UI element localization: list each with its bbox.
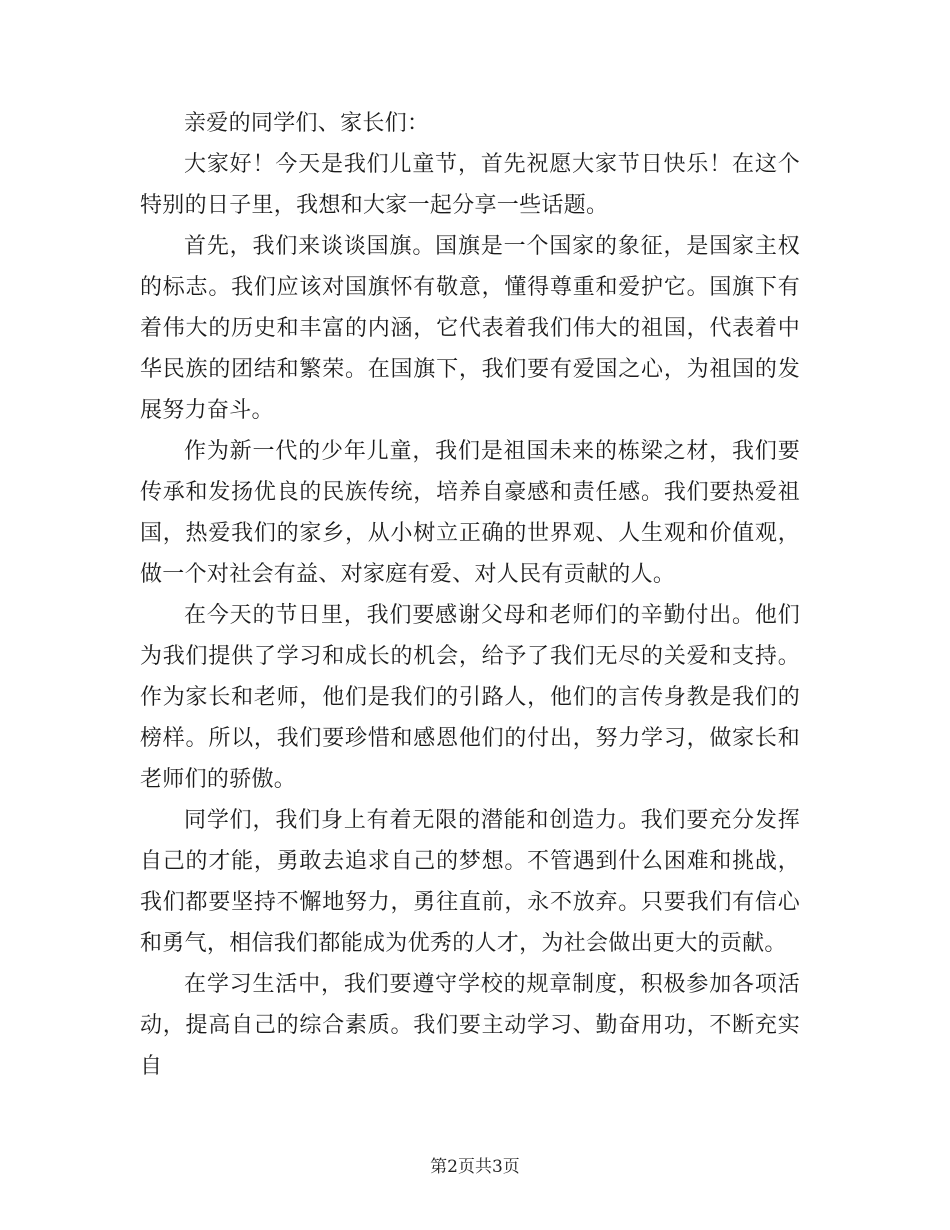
paragraph-national-flag: 首先，我们来谈谈国旗。国旗是一个国家的象征，是国家主权的标志。我们应该对国旗怀有敬意，懂得尊重和爱护它。国旗下有着伟大的历史和丰富的内涵，它代表着我们伟大的祖国，代表着中华民族的团结和繁荣。在国旗下，我们要有爱国之心，为祖国的发展努力奋斗。 xyxy=(140,234,800,423)
document-body xyxy=(140,103,800,1087)
paragraph-potential: 同学们，我们身上有着无限的潜能和创造力。我们要充分发挥自己的才能，勇敢去追求自己的梦想。不管遇到什么困难和挑战，我们都要坚持不懈地努力，勇往直前，永不放弃。只要我们有信心和勇气，相信我们都能成为优秀的人才，为社会做出更大的贡献。 xyxy=(140,808,800,956)
paragraph-new-generation: 作为新一代的少年儿童，我们是祖国未来的栋梁之材，我们要传承和发扬优良的民族传统，培养自豪感和责任感。我们要热爱祖国，热爱我们的家乡，从小树立正确的世界观、人生观和价值观，做一个对社会有益、对家庭有爱、对人民有贡献的人。 xyxy=(140,439,800,587)
paragraph-school-life: 在学习生活中，我们要遵守学校的规章制度，积极参加各项活动，提高自己的综合素质。我们要主动学习、勤奋用功，不断充实自 xyxy=(140,972,800,1079)
page-number-footer: 第2页共3页 xyxy=(430,1157,520,1177)
salutation: 亲爱的同学们、家长们： xyxy=(184,111,430,136)
paragraph-gratitude: 在今天的节日里，我们要感谢父母和老师们的辛勤付出。他们为我们提供了学习和成长的机会，给予了我们无尽的关爱和支持。作为家长和老师，他们是我们的引路人，他们的言传身教是我们的榜样。所以，我们要珍惜和感恩他们的付出，努力学习，做家长和老师们的骄傲。 xyxy=(140,603,800,792)
paragraph-greeting: 大家好！今天是我们儿童节，首先祝愿大家节日快乐！在这个特别的日子里，我想和大家一起分享一些话题。 xyxy=(140,152,800,218)
